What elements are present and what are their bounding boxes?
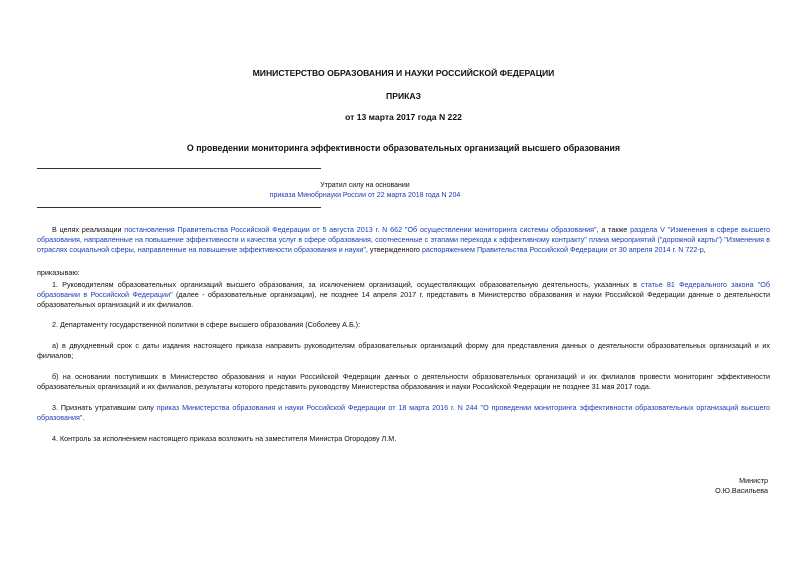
preamble-text-1: В целях реализации	[52, 225, 125, 234]
orders-label: приказываю:	[37, 268, 80, 277]
item-1-text-2: (далее - образовательные организации), не позднее 14 апреля 2017 г. представить в Министерство образования и науки Российской Федерации данные о деятельности образовательных организаций и их филиалов.	[37, 290, 770, 309]
item-1-link-law[interactable]: статье 81 Федерального закона "Об образовании в Российской Федерации"	[37, 280, 770, 299]
divider-bottom	[37, 207, 321, 208]
date-number-heading: от 13 марта 2017 года N 222	[345, 112, 462, 122]
preamble-link-order[interactable]: распоряжением Правительства Российской Федерации от 30 апреля 2014 г. N 722-р	[421, 245, 704, 254]
preamble-link-section[interactable]: раздела V "Изменения в сфере высшего образования, направленные на повышение эффективности и качества услуг в сфере образования, соотнесенные с этапами перехода к эффективному контракту" плана мероприятий ("дорожной карты") "Изменения в отраслях социальной сферы, направленные на повышение эффективности образования и науки"	[37, 225, 770, 254]
item-1	[37, 280, 770, 310]
item-1-text-1: 1. Руководителям образовательных организаций высшего образования, за исключением организаций, осуществляющих образовательную деятельность, указанных в	[52, 280, 642, 289]
item-3	[37, 403, 770, 423]
signature-name: О.Ю.Васильева	[715, 486, 768, 495]
preamble-text-2: , а также	[596, 225, 631, 234]
ministry-heading: МИНИСТЕРСТВО ОБРАЗОВАНИЯ И НАУКИ РОССИЙСКОЙ ФЕДЕРАЦИИ	[252, 68, 555, 78]
preamble-link-decree[interactable]: постановления Правительства Российской Федерации от 5 августа 2013 г. N 662 "Об осуществлении мониторинга системы образования"	[124, 225, 597, 234]
item-4: 4. Контроль за исполнением настоящего приказа возложить на заместителя Министра Огородову Л.М.	[52, 434, 397, 443]
status-link[interactable]: приказа Минобрнауки России от 22 марта 2018 года N 204	[269, 192, 461, 199]
item-3-text-1: 3. Признать утратившим силу	[52, 403, 157, 412]
signature-block	[568, 476, 768, 496]
status-label: Утратил силу на основании	[320, 182, 410, 189]
item-2: 2. Департаменту государственной политики в сфере высшего образования (Соболеву А.Б.):	[52, 320, 361, 329]
item-3-link-order[interactable]: приказ Министерства образования и науки Российской Федерации от 18 марта 2016 г. N 244 "О проведении мониторинга эффективности образовательных организаций высшего образования"	[37, 403, 770, 422]
preamble-paragraph	[37, 225, 770, 255]
divider-top	[37, 168, 321, 169]
signature-position: Министр	[739, 476, 768, 485]
preamble-text-3: , утвержденного	[365, 245, 422, 254]
document-title: О проведении мониторинга эффективности образовательных организаций высшего образования	[186, 143, 621, 153]
preamble-text-4: ,	[703, 245, 706, 254]
doc-type-heading: ПРИКАЗ	[386, 91, 421, 101]
item-2b: б) на основании поступивших в Министерство образования и науки Российской Федерации данных о деятельности образовательных организаций и их филиалов провести мониторинг эффективности образовательных организаций и их филиалов, результаты которого представить руководству Министерства образования и науки Российской Федерации не позднее 31 мая 2017 года.	[37, 372, 770, 391]
item-2a: а) в двухдневный срок с даты издания настоящего приказа направить руководителям образовательных организаций форму для представления данных о деятельности образовательных организаций и их филиалов;	[37, 341, 770, 360]
item-3-text-2: .	[82, 413, 85, 422]
status-note	[250, 181, 480, 201]
